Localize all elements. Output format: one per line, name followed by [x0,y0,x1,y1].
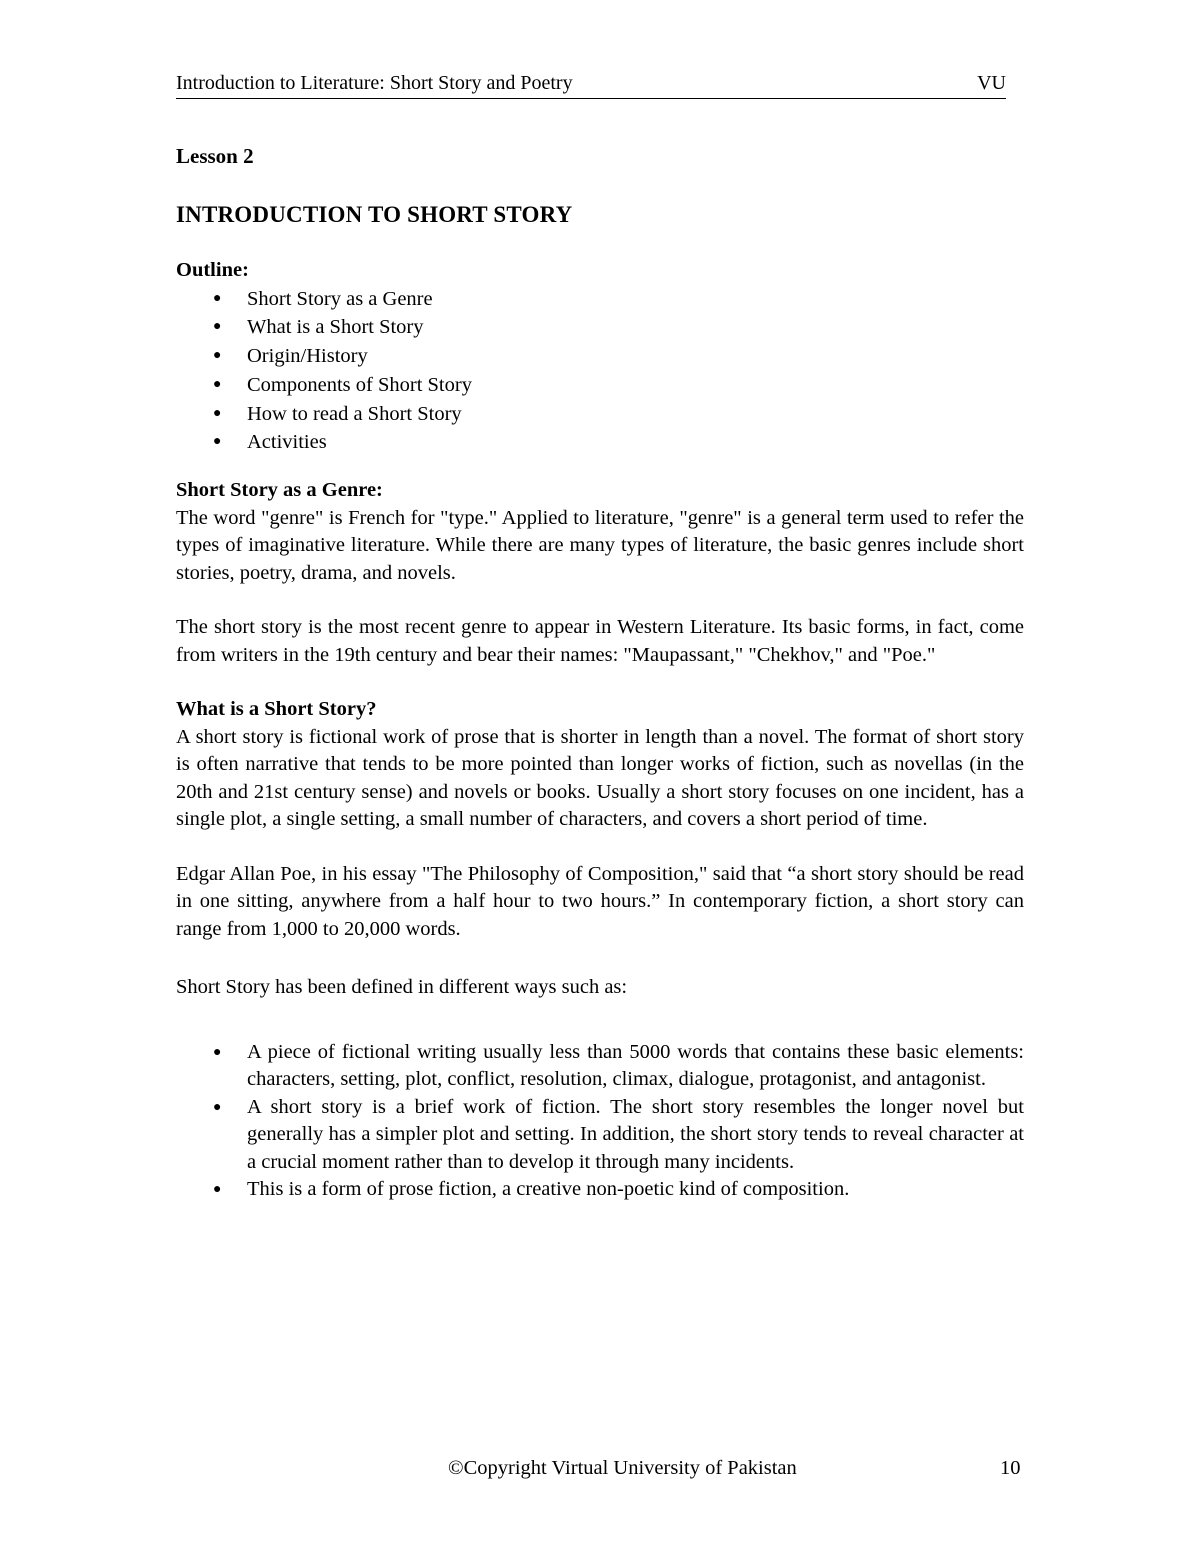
header-org: VU [977,72,1006,94]
list-item [176,400,1024,429]
what-heading: What is a Short Story? [176,698,377,721]
definition-text: A short story is a brief work of fiction. The short story resembles the longer novel but generally has a simpler plot and setting. In addition, the short story tends to reveal character at a crucial moment rather than to develop it through many incidents. [247,1095,1024,1173]
poe-paragraph: Edgar Allan Poe, in his essay "The Philosophy of Composition," said that “a short story should be read in one sitting, anywhere from a half hour to two hours.” In contemporary fiction, a short story can range from 1,000 to 20,000 words. [176,862,1024,940]
bullet-icon: ● [213,434,222,450]
lesson-label: Lesson 2 [176,144,254,168]
list-item [176,1094,1024,1177]
list-item [176,1176,1024,1204]
list-item [176,285,1024,314]
list-item [176,1039,1024,1094]
bullet-icon: ● [213,319,222,335]
bullet-icon: ● [213,348,222,364]
list-item [176,371,1024,400]
outline-item-text: What is a Short Story [247,316,424,339]
page-number: 10 [1000,1457,1021,1479]
definitions-list [176,1039,1024,1204]
list-item [176,428,1024,457]
outline-item-text: Short Story as a Genre [247,287,433,310]
genre-paragraph-2: The short story is the most recent genre to appear in Western Literature. Its basic forms, in fact, come from writers in the 19th century and bear their names: "Maupassant," "Chekhov," and "Poe." [176,616,1024,666]
page-content [176,140,1024,1204]
outline-list [176,285,1024,458]
bullet-icon: ● [213,1099,222,1115]
bullet-icon: ● [213,290,222,306]
bullet-icon: ● [213,1182,222,1198]
genre-paragraph-1: The word "genre" is French for "type." Applied to literature, "genre" is a general term used to refer the types of imaginative literature. While there are many types of literature, the basic genres include short stories, poetry, drama, and novels. [176,506,1024,584]
header-course-title: Introduction to Literature: Short Story and Poetry [176,72,573,94]
outline-item-text: How to read a Short Story [247,402,462,425]
running-header [176,72,1006,99]
list-item [176,342,1024,371]
bullet-icon: ● [213,1044,222,1060]
outline-heading: Outline: [176,259,249,281]
list-item [176,313,1024,342]
copyright-notice: ©Copyright Virtual University of Pakistan [448,1457,797,1479]
definition-text: This is a form of prose fiction, a creative non-poetic kind of composition. [247,1178,850,1201]
bullet-icon: ● [213,376,222,392]
page-title: INTRODUCTION TO SHORT STORY [176,202,573,227]
outline-item-text: Components of Short Story [247,373,472,396]
outline-item-text: Origin/History [247,345,368,368]
definitions-intro: Short Story has been defined in different ways such as: [176,976,628,999]
definition-text: A piece of fictional writing usually less than 5000 words that contains these basic elements: characters, setting, plot, conflict, resolution, climax, dialogue, protagonist, and antagonist. [247,1040,1024,1091]
what-paragraph-1: A short story is fictional work of prose that is shorter in length than a novel. The format of short story is often narrative that tends to be more pointed than longer works of fiction, such as novellas (in the 20th and 21st century sense) and novels or books. Usually a short story focuses on one incident, has a single plot, a single setting, a small number of characters, and covers a short period of time. [176,725,1024,831]
genre-heading: Short Story as a Genre: [176,479,383,502]
outline-item-text: Activities [247,431,327,454]
bullet-icon: ● [213,405,222,421]
